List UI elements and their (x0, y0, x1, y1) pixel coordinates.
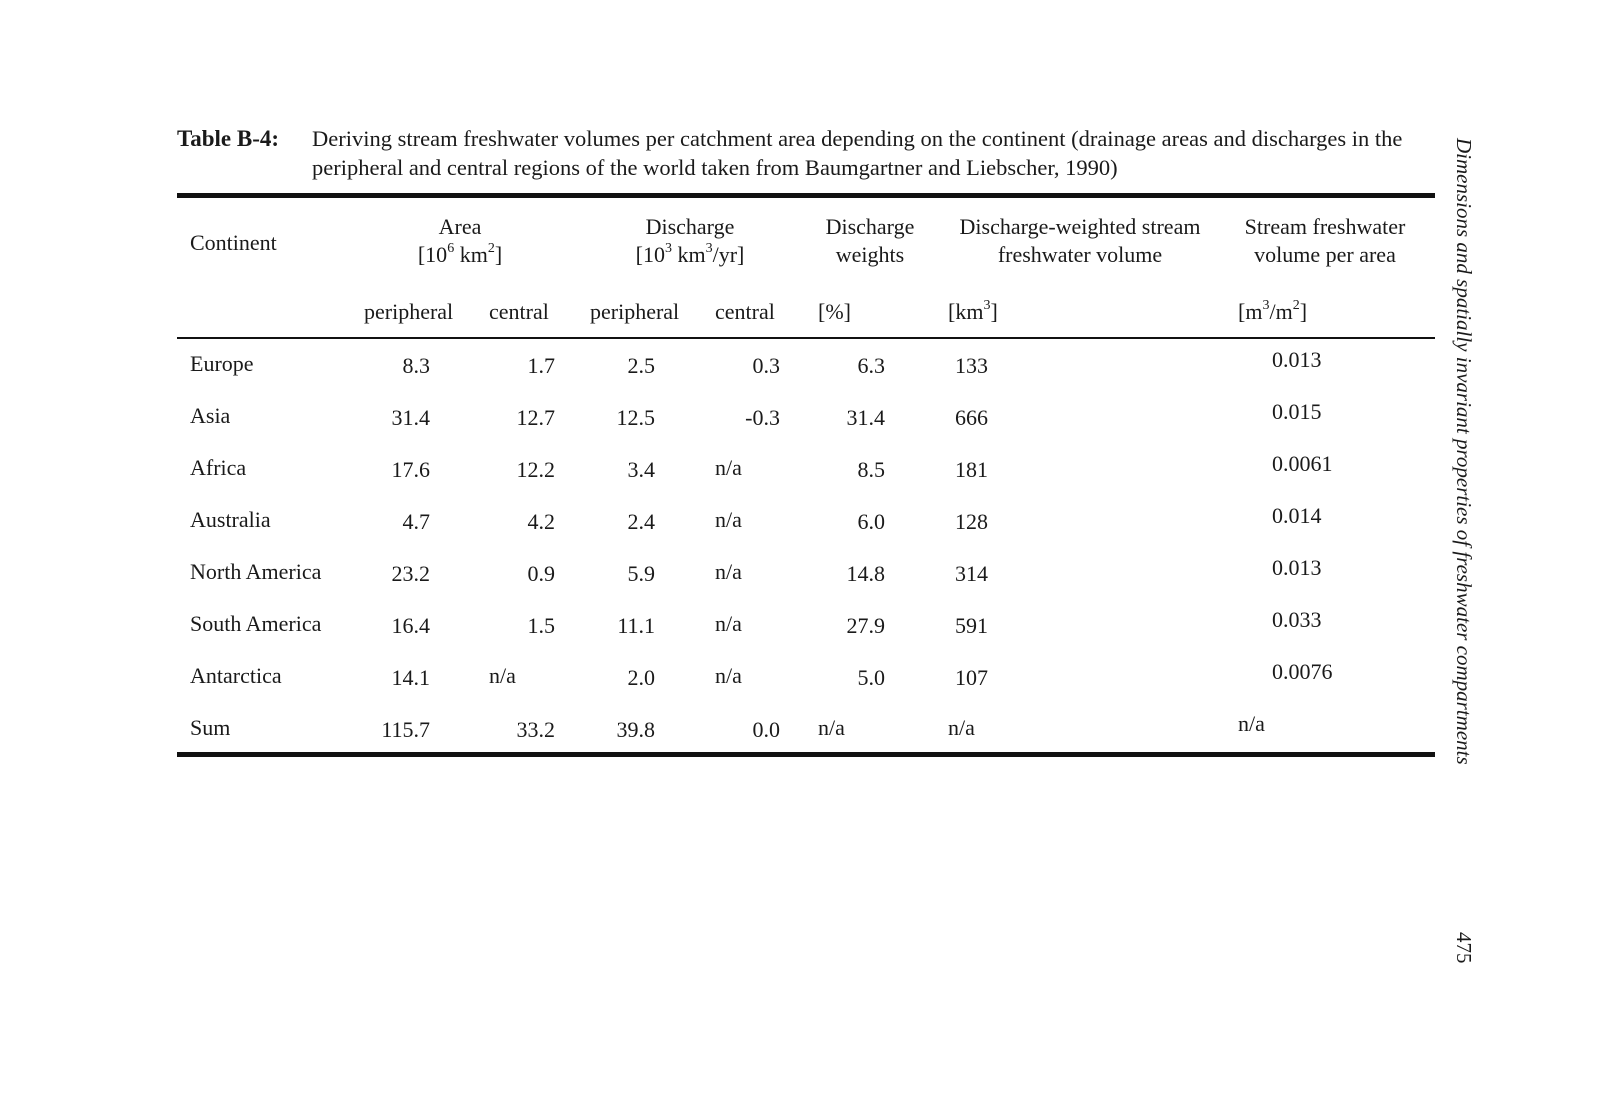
cell-discharge-peripheral: 2.5 (627, 353, 655, 378)
cell-area-peripheral: 16.4 (391, 613, 430, 638)
cell-volume-per-area: 0.0061 (1272, 451, 1333, 476)
subheader-area-central: central (489, 299, 549, 324)
page-number: 475 (1452, 932, 1476, 964)
cell-volume-per-area: 0.033 (1272, 607, 1322, 632)
cell-area-peripheral: 23.2 (391, 561, 430, 586)
cell-volume: 314 (955, 561, 988, 586)
running-title: Dimensions and spatially invariant properties of freshwater compartments (1452, 138, 1476, 765)
header-dwv-line1: Discharge-weighted stream (959, 214, 1201, 239)
cell-discharge-peripheral: 2.4 (627, 509, 655, 534)
table-label: Table B-4: (177, 126, 280, 151)
cell-discharge-peripheral: 11.1 (617, 613, 655, 638)
cell-volume-per-area: 0.0076 (1272, 659, 1333, 684)
cell-discharge-central: n/a (715, 663, 742, 688)
cell-area-peripheral: 115.7 (381, 717, 430, 742)
cell-area-central: n/a (489, 663, 516, 688)
cell-discharge-central: 0.0 (752, 717, 780, 742)
cell-weights: 8.5 (857, 457, 885, 482)
cell-area-peripheral: 4.7 (402, 509, 430, 534)
cell-volume: 181 (955, 457, 988, 482)
cell-area-central: 1.5 (527, 613, 555, 638)
header-area-unit: [$10^6$ $km^2$] (417, 240, 503, 267)
cell-volume-per-area: 0.013 (1272, 555, 1322, 580)
cell-discharge-peripheral: 12.5 (616, 405, 655, 430)
cell-area-peripheral: 14.1 (391, 665, 430, 690)
table-header-rule (177, 337, 1435, 339)
cell-continent: Australia (190, 507, 271, 532)
cell-discharge-peripheral: 3.4 (627, 457, 655, 482)
subheader-sfv-unit: $[m^3/m^2]$ (1238, 297, 1308, 324)
cell-weights: n/a (818, 715, 845, 740)
cell-area-central: 33.2 (516, 717, 555, 742)
cell-weights: 6.3 (857, 353, 885, 378)
cell-discharge-central: n/a (715, 611, 742, 636)
cell-volume: 666 (955, 405, 988, 430)
cell-discharge-central: n/a (715, 455, 742, 480)
cell-area-central: 4.2 (527, 509, 555, 534)
cell-discharge-central: n/a (715, 507, 742, 532)
cell-area-central: 12.7 (516, 405, 555, 430)
cell-continent: Africa (190, 455, 247, 480)
subheader-dwv-unit: $[km^3]$ (948, 297, 998, 324)
cell-volume: 591 (955, 613, 988, 638)
header-area-title: Area (438, 214, 482, 239)
cell-weights: 5.0 (857, 665, 885, 690)
cell-area-central: 1.7 (527, 353, 555, 378)
cell-discharge-central: -0.3 (745, 405, 780, 430)
cell-volume: 128 (955, 509, 988, 534)
cell-volume: 133 (955, 353, 988, 378)
cell-volume-per-area: 0.013 (1272, 347, 1322, 372)
header-sfv-line2: volume per area (1254, 242, 1396, 267)
subheader-area-peripheral: peripheral (364, 299, 454, 324)
header-continent: Continent (190, 230, 277, 255)
cell-weights: 14.8 (846, 561, 885, 586)
cell-area-peripheral: 17.6 (391, 457, 430, 482)
table-bottom-rule (177, 752, 1435, 757)
table-caption-text: Deriving stream freshwater volumes per catchment area depending on the continent (drainage areas and discharges in the peripheral and central regions of the world taken from Baumgartner and Liebscher, 1990) (312, 126, 1403, 180)
cell-discharge-peripheral: 5.9 (627, 561, 655, 586)
cell-area-peripheral: 31.4 (391, 405, 430, 430)
cell-area-central: 12.2 (516, 457, 555, 482)
cell-discharge-central: 0.3 (752, 353, 780, 378)
header-dwv-line2: freshwater volume (997, 242, 1163, 267)
header-sfv-line1: Stream freshwater (1244, 214, 1406, 239)
subheader-discharge-central: central (715, 299, 775, 324)
cell-continent: Asia (190, 403, 231, 428)
header-discharge-unit: [$10^3$ $km^3/yr$] (635, 240, 745, 267)
cell-continent: Sum (190, 715, 231, 740)
cell-volume-per-area: 0.014 (1272, 503, 1322, 528)
cell-weights: 6.0 (857, 509, 885, 534)
cell-continent: South America (190, 611, 322, 636)
cell-area-peripheral: 8.3 (402, 353, 430, 378)
cell-volume-per-area: n/a (1238, 711, 1265, 736)
cell-weights: 27.9 (846, 613, 885, 638)
cell-discharge-peripheral: 2.0 (627, 665, 655, 690)
header-weights-line1: Discharge (825, 214, 915, 239)
header-discharge-title: Discharge (645, 214, 735, 239)
table-top-rule (177, 193, 1435, 198)
cell-volume: n/a (948, 715, 975, 740)
table-caption (177, 124, 1437, 182)
cell-continent: Antarctica (190, 663, 282, 688)
cell-continent: North America (190, 559, 322, 584)
cell-continent: Europe (190, 351, 254, 376)
cell-volume: 107 (955, 665, 988, 690)
cell-weights: 31.4 (846, 405, 885, 430)
header-weights-line2: weights (835, 242, 905, 267)
subheader-discharge-peripheral: peripheral (590, 299, 680, 324)
cell-discharge-central: n/a (715, 559, 742, 584)
subheader-weights-unit: [%] (818, 299, 851, 324)
cell-discharge-peripheral: 39.8 (616, 717, 655, 742)
cell-volume-per-area: 0.015 (1272, 399, 1322, 424)
cell-area-central: 0.9 (527, 561, 555, 586)
